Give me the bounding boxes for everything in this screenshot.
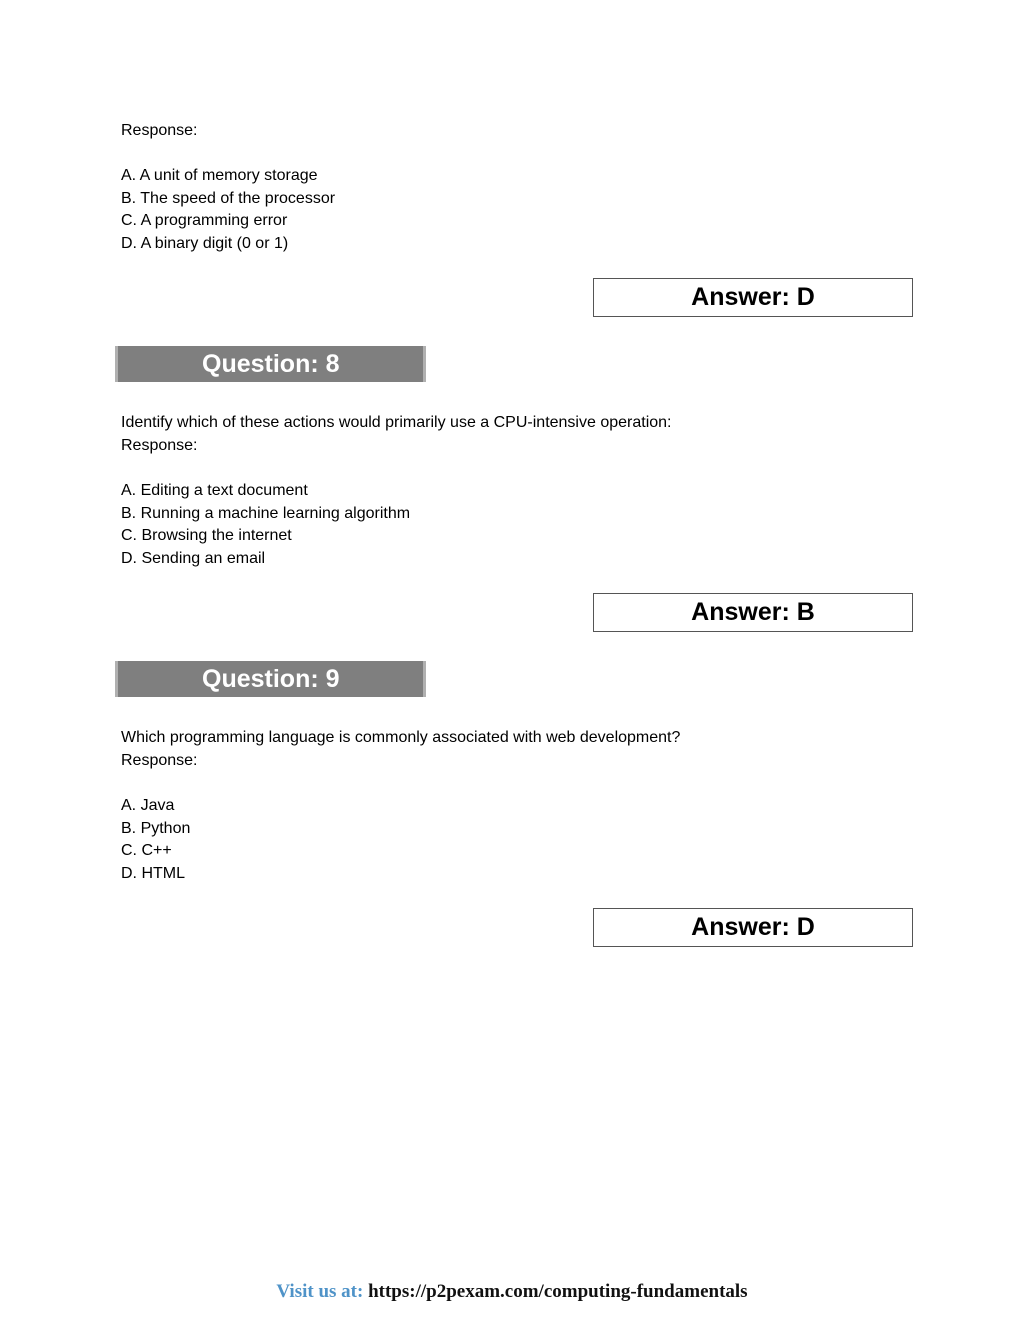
q9-prompt-block [121,727,680,772]
q7-answer-box [593,278,913,317]
q7-option-b: B. The speed of the processor [121,189,336,207]
q9-option-d: D. HTML [121,864,185,882]
q8-answer-box [593,593,913,632]
footer-url-link[interactable]: https://p2pexam.com/computing-fundamentals [368,1281,748,1302]
q8-answer: Answer: B [691,598,815,626]
q9-answer: Answer: D [691,913,815,941]
q8-prompt-block [121,412,672,457]
q9-option-b: B. Python [121,819,191,837]
q7-option-d: D. A binary digit (0 or 1) [121,234,289,252]
q7-options [121,165,335,255]
q8-response-label: Response: [121,436,198,454]
q9-answer-box [593,908,913,947]
q7-option-c: C. A programming error [121,212,288,229]
q7-answer: Answer: D [691,283,815,311]
q9-option-c: C. C++ [121,842,172,859]
q8-option-c: C. Browsing the internet [121,527,292,544]
q9-options [121,795,190,885]
q9-response-label: Response: [121,751,198,769]
q8-title: Question: 8 [202,350,340,378]
footer [0,1281,1024,1303]
footer-visit-label: Visit us at: [276,1281,364,1302]
q7-response-label: Response: [121,122,198,139]
q9-option-a: A. Java [121,797,175,814]
q8-option-d: D. Sending an email [121,549,266,567]
q8-banner [115,346,426,382]
q9-title: Question: 9 [202,665,340,693]
q8-prompt: Identify which of these actions would primarily use a CPU-intensive operation: [121,414,672,431]
q8-options [121,480,410,570]
q7-option-a: A. A unit of memory storage [121,167,318,184]
q7-response-block [121,120,198,143]
q8-option-a: A. Editing a text document [121,482,308,499]
q9-banner [115,661,426,697]
q8-option-b: B. Running a machine learning algorithm [121,504,411,522]
q9-prompt: Which programming language is commonly associated with web development? [121,729,681,746]
